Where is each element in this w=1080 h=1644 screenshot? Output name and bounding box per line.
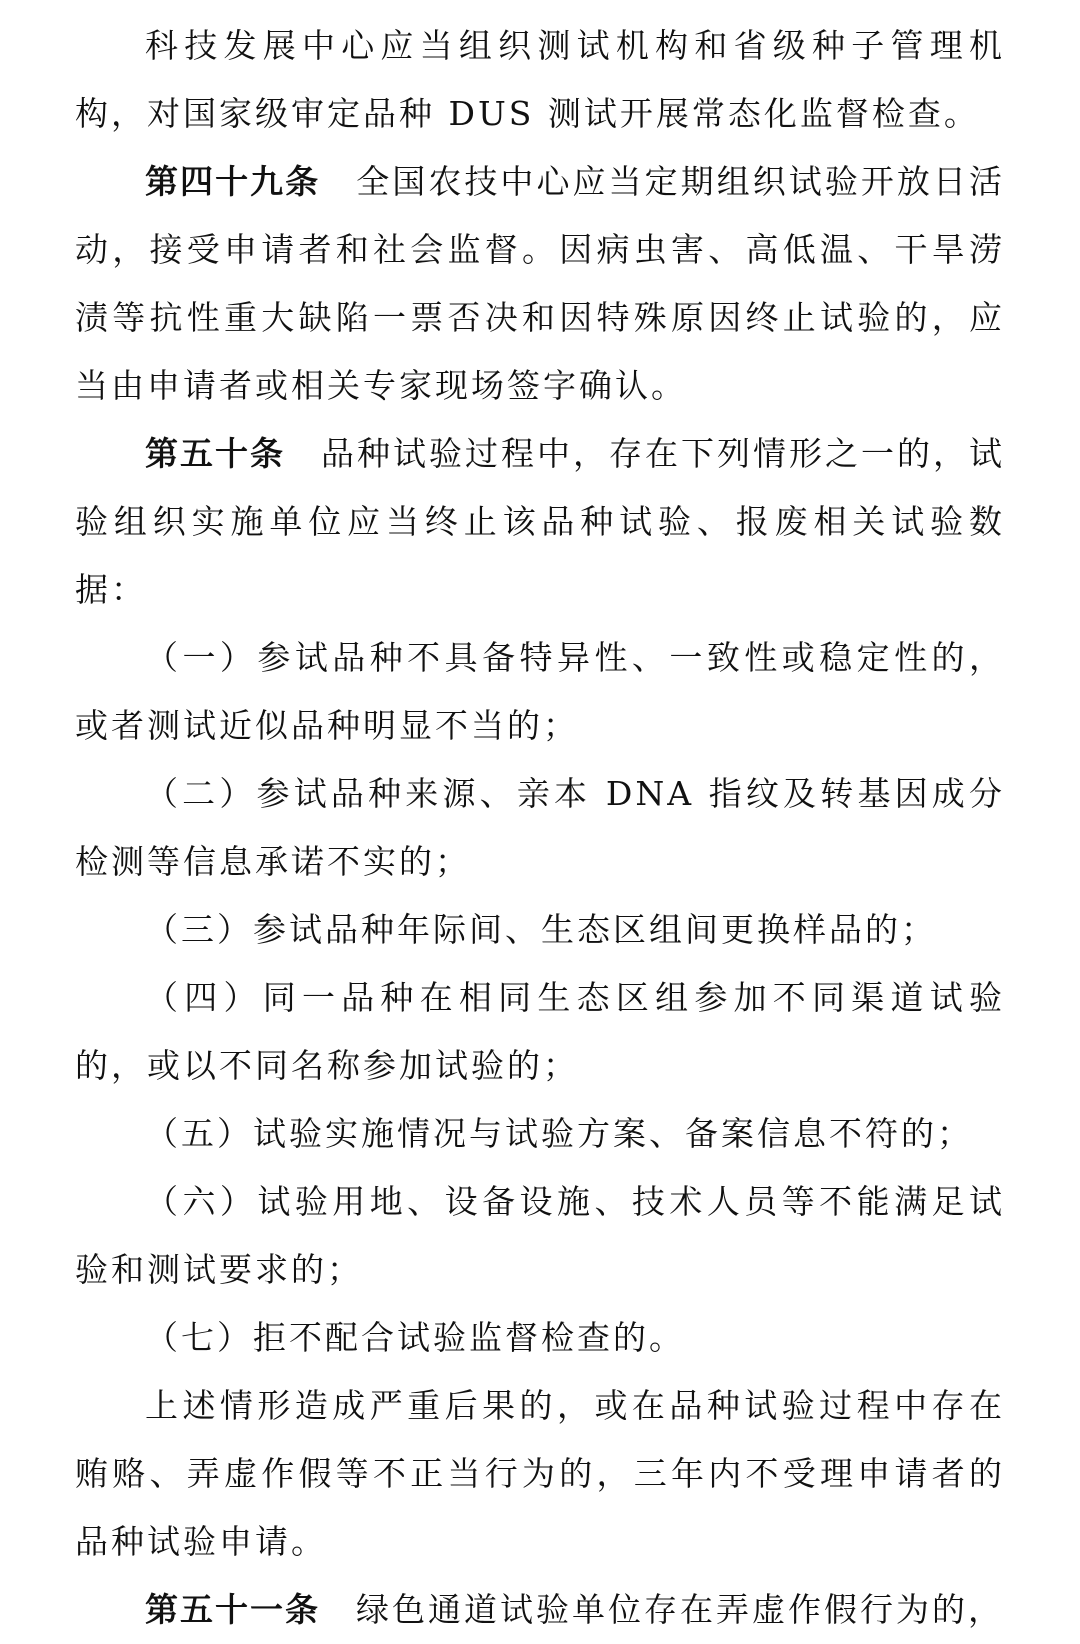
list-item-2 xyxy=(75,760,1005,896)
article-label: 第四十九条 xyxy=(145,162,321,201)
paragraph-text: （四）同一品种在相同生态区组参加不同渠道试验的，或以不同名称参加试验的； xyxy=(75,978,1005,1085)
list-item-5 xyxy=(75,1100,1005,1168)
paragraph-text: 上述情形造成严重后果的，或在品种试验过程中存在贿赂、弄虚作假等不正当行为的，三年内不受理申请者的品种试验申请。 xyxy=(75,1386,1005,1561)
article-label: 第五十一条 xyxy=(145,1590,320,1629)
list-item-4 xyxy=(75,964,1005,1100)
paragraph-text: （六）试验用地、设备设施、技术人员等不能满足试验和测试要求的； xyxy=(75,1182,1005,1289)
paragraph-continuation xyxy=(75,12,1005,148)
list-item-7 xyxy=(75,1304,1005,1372)
article-label: 第五十条 xyxy=(145,434,285,473)
article-51 xyxy=(75,1576,1005,1644)
list-item-3 xyxy=(75,896,1005,964)
article-49 xyxy=(75,148,1005,420)
paragraph-text: （三）参试品种年际间、生态区组间更换样品的； xyxy=(145,910,937,949)
list-item-6 xyxy=(75,1168,1005,1304)
paragraph-text: （七）拒不配合试验监督检查的。 xyxy=(145,1318,685,1357)
document-page xyxy=(75,12,1005,1644)
article-50 xyxy=(75,420,1005,624)
paragraph-text: （一）参试品种不具备特异性、一致性或稳定性的，或者测试近似品种明显不当的； xyxy=(75,638,1005,745)
paragraph-text: 绿色通道试验单位存在弄虚作假行为的， xyxy=(356,1590,1004,1629)
paragraph-text: （二）参试品种来源、亲本 DNA 指纹及转基因成分检测等信息承诺不实的； xyxy=(75,774,1005,881)
paragraph-text: 全国农技中心应当定期组织试验开放日活动，接受申请者和社会监督。因病虫害、高低温、干旱涝渍等抗性重大缺陷一票否决和因特殊原因终止试验的，应当由申请者或相关专家现场签字确认。 xyxy=(75,162,1006,405)
paragraph-text: 科技发展中心应当组织测试机构和省级种子管理机构，对国家级审定品种 DUS 测试开展常态化监督检查。 xyxy=(75,26,1005,133)
list-item-1 xyxy=(75,624,1005,760)
paragraph-text: （五）试验实施情况与试验方案、备案信息不符的； xyxy=(145,1114,973,1153)
paragraph-text: 品种试验过程中，存在下列情形之一的，试验组织实施单位应当终止该品种试验、报废相关试验数据： xyxy=(75,434,1005,609)
closing-paragraph xyxy=(75,1372,1005,1576)
